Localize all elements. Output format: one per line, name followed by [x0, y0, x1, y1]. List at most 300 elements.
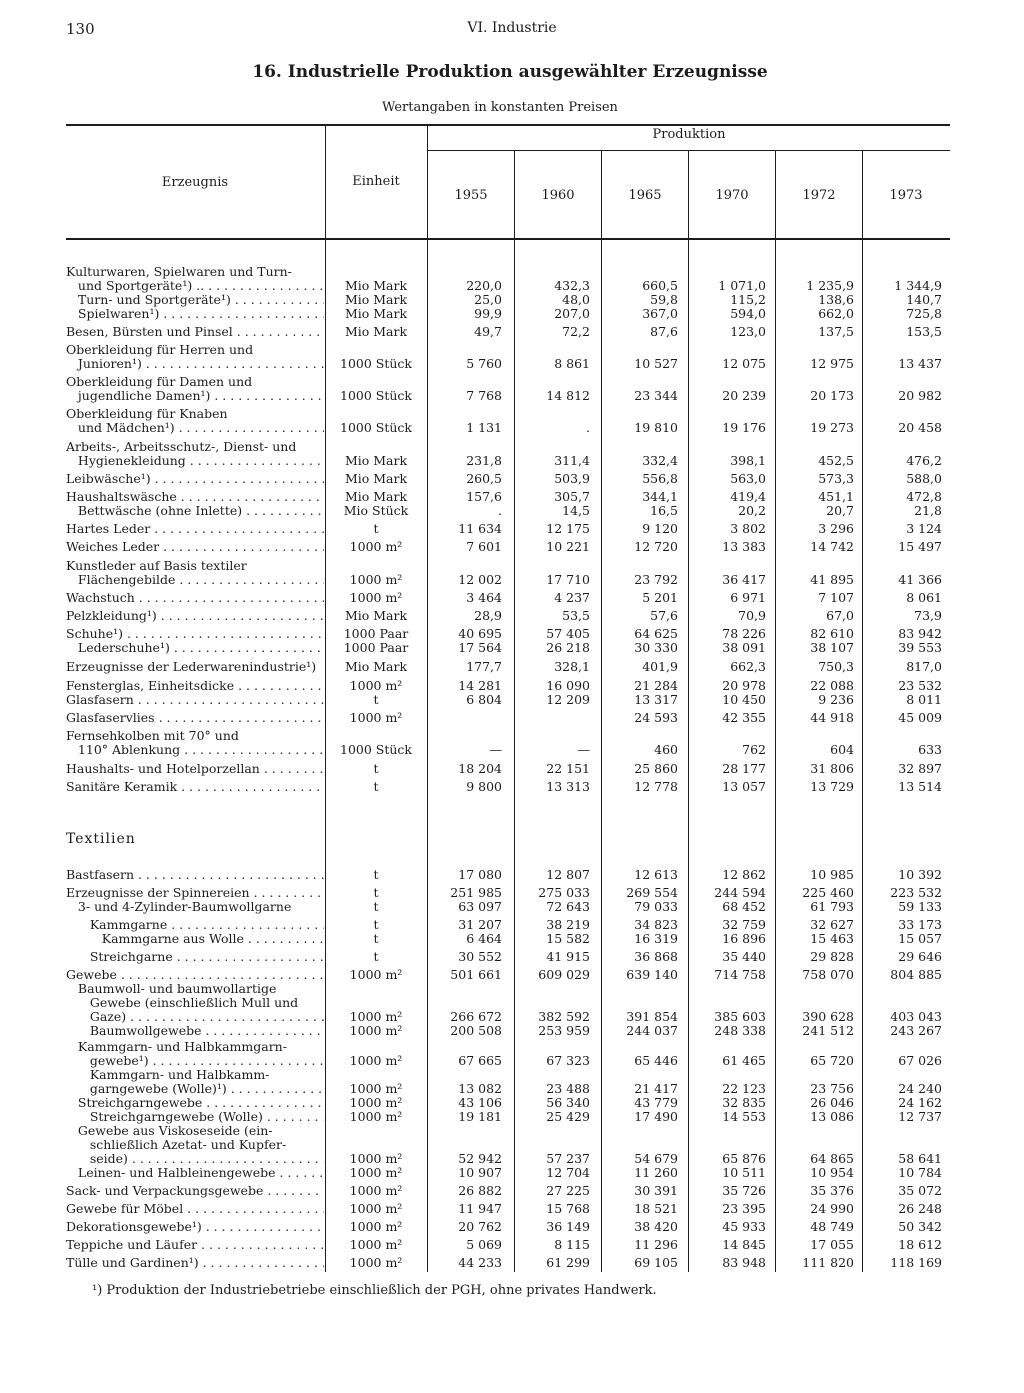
row-label: Hygienekleidung . . . [66, 453, 324, 469]
row-label: Dekorationsgewebe¹) . . . [66, 1219, 324, 1235]
value-cell-1965: 69 105 [634, 1255, 678, 1270]
value-cell-1972: 15 463 [810, 931, 854, 946]
table-row [0, 453, 1024, 469]
value-cell-1972: 1 235,9 [806, 278, 854, 293]
value-cell-1965: 344,1 [642, 489, 678, 504]
value-cell-1955: 20 762 [458, 1219, 502, 1234]
table-row [0, 640, 1024, 656]
value-cell-1973: 588,0 [906, 471, 942, 486]
value-cell-1960: 328,1 [554, 659, 590, 674]
value-cell-1972: 17 055 [810, 1237, 854, 1252]
row-label: Spielwaren¹) . . . [66, 306, 324, 322]
value-cell-1972: 41 895 [810, 572, 854, 587]
value-cell-1955: 40 695 [458, 626, 502, 641]
value-cell-1955: 19 181 [458, 1109, 502, 1124]
row-label: Gaze) . . . [66, 1009, 324, 1025]
value-cell-1960: 12 807 [546, 867, 590, 882]
value-cell-1965: 21 284 [634, 678, 678, 693]
row-label: Weiches Leder . . . [66, 539, 324, 555]
value-cell-1960: 61 299 [546, 1255, 590, 1270]
row-unit: 1000 m² [349, 590, 403, 605]
row-unit: 1000 m² [349, 1237, 403, 1252]
value-cell-1973: 10 784 [898, 1165, 942, 1180]
value-cell-1960: 22 151 [546, 761, 590, 776]
row-unit: t [373, 899, 379, 914]
value-cell-1960: 16 090 [546, 678, 590, 693]
row-unit: 1000 Stück [340, 388, 412, 403]
value-cell-1970: 16 896 [722, 931, 766, 946]
value-cell-1973: 804 885 [890, 967, 942, 982]
value-cell-1973: 15 497 [898, 539, 942, 554]
row-unit: 1000 m² [349, 710, 403, 725]
value-cell-1970: 13 383 [722, 539, 766, 554]
value-cell-1960: 12 209 [546, 692, 590, 707]
value-cell-1973: 73,9 [914, 608, 942, 623]
value-cell-1972: 12 975 [810, 356, 854, 371]
value-cell-1973: 24 162 [898, 1095, 942, 1110]
row-label: Baumwoll- und baumwollartige [66, 981, 277, 996]
year-header: 1972 [802, 188, 836, 203]
value-cell-1955: 220,0 [466, 278, 502, 293]
section-heading-textiles: Textilien [66, 831, 136, 847]
value-cell-1972: 451,1 [818, 489, 854, 504]
value-cell-1970: 123,0 [730, 324, 766, 339]
row-label: Gewebe für Möbel . . . [66, 1201, 324, 1217]
value-cell-1965: 23 344 [634, 388, 678, 403]
value-cell-1973: 476,2 [906, 453, 942, 468]
value-cell-1972: 10 985 [810, 867, 854, 882]
row-unit: 1000 Stück [340, 742, 412, 757]
value-cell-1972: 24 990 [810, 1201, 854, 1216]
value-cell-1955: 63 097 [458, 899, 502, 914]
row-label: Lederschuhe¹) . . . [66, 640, 324, 656]
value-cell-1970: 45 933 [722, 1219, 766, 1234]
row-unit: 1000 m² [349, 1009, 403, 1024]
row-label: Kammgarn- und Halbkamm- [66, 1067, 270, 1082]
value-cell-1970: 61 465 [722, 1053, 766, 1068]
row-unit: Mio Mark [344, 471, 408, 486]
value-cell-1970: 42 355 [722, 710, 766, 725]
value-cell-1972: 20 173 [810, 388, 854, 403]
table-row [0, 659, 1024, 675]
value-cell-1973: 817,0 [906, 659, 942, 674]
value-cell-1965: 332,4 [642, 453, 678, 468]
value-cell-1965: 367,0 [642, 306, 678, 321]
table-row [0, 710, 1024, 726]
row-unit: t [373, 885, 379, 900]
value-cell-1973: 67 026 [898, 1053, 942, 1068]
row-label: Gewebe . . . [66, 967, 324, 983]
table-row [0, 1255, 1024, 1271]
value-cell-1973: 472,8 [906, 489, 942, 504]
value-cell-1973: 10 392 [898, 867, 942, 882]
row-label: Haushaltswäsche . . . [66, 489, 324, 505]
table-row [0, 503, 1024, 519]
value-cell-1973: 223 532 [890, 885, 942, 900]
value-cell-1972: 44 918 [810, 710, 854, 725]
value-cell-1970: 385 603 [714, 1009, 766, 1024]
value-cell-1972: 137,5 [818, 324, 854, 339]
value-cell-1970: 10 450 [722, 692, 766, 707]
value-cell-1960: 57 237 [546, 1151, 590, 1166]
row-unit: 1000 m² [349, 1183, 403, 1198]
value-cell-1955: 52 942 [458, 1151, 502, 1166]
value-cell-1965: 25 860 [634, 761, 678, 776]
row-unit: 1000 m² [349, 1151, 403, 1166]
value-cell-1965: 16 319 [634, 931, 678, 946]
value-cell-1972: 67,0 [826, 608, 854, 623]
value-cell-1955: 501 661 [450, 967, 502, 982]
row-label: Flächengebilde . . . [66, 572, 324, 588]
value-cell-1970: 12 862 [722, 867, 766, 882]
row-unit: 1000 m² [349, 967, 403, 982]
header-production: Produktion [652, 127, 726, 142]
value-cell-1973: 20 982 [898, 388, 942, 403]
value-cell-1960: 72 643 [546, 899, 590, 914]
value-cell-1973: 13 514 [898, 779, 942, 794]
value-cell-1972: 26 046 [810, 1095, 854, 1110]
row-label: Leibwäsche¹) . . . [66, 471, 324, 487]
value-cell-1955: 157,6 [466, 489, 502, 504]
value-cell-1972: 19 273 [810, 420, 854, 435]
value-cell-1970: 70,9 [738, 608, 766, 623]
page-number: 130 [66, 20, 95, 38]
value-cell-1965: 43 779 [634, 1095, 678, 1110]
value-cell-1973: 8 061 [906, 590, 942, 605]
value-cell-1970: 398,1 [730, 453, 766, 468]
value-cell-1972: 573,3 [818, 471, 854, 486]
row-unit: 1000 m² [349, 1095, 403, 1110]
value-cell-1960: 4 237 [554, 590, 590, 605]
value-cell-1955: 28,9 [474, 608, 502, 623]
value-cell-1973: 18 612 [898, 1237, 942, 1252]
value-cell-1972: 29 828 [810, 949, 854, 964]
row-label: Turn- und Sportgeräte¹) . . . [66, 292, 324, 308]
value-cell-1970: 1 071,0 [718, 278, 766, 293]
row-label: 3- und 4-Zylinder-Baumwollgarne [66, 899, 292, 914]
value-cell-1955: 13 082 [458, 1081, 502, 1096]
row-unit: 1000 m² [349, 1053, 403, 1068]
row-label: Sanitäre Keramik . . . [66, 779, 324, 795]
row-label: Streichgarne . . . [66, 949, 324, 965]
value-cell-1960: 275 033 [538, 885, 590, 900]
table-row [0, 1165, 1024, 1181]
row-label: Tülle und Gardinen¹) . . . [66, 1255, 324, 1271]
value-cell-1965: 24 593 [634, 710, 678, 725]
value-cell-1955: . [498, 503, 502, 518]
value-cell-1955: — [489, 742, 502, 757]
year-header: 1973 [889, 188, 923, 203]
value-cell-1965: 54 679 [634, 1151, 678, 1166]
value-cell-1955: 3 464 [466, 590, 502, 605]
value-cell-1970: 23 395 [722, 1201, 766, 1216]
value-cell-1970: 419,4 [730, 489, 766, 504]
value-cell-1970: 35 440 [722, 949, 766, 964]
value-cell-1965: 16,5 [650, 503, 678, 518]
value-cell-1972: 13 086 [810, 1109, 854, 1124]
value-cell-1970: 22 123 [722, 1081, 766, 1096]
value-cell-1972: 13 729 [810, 779, 854, 794]
value-cell-1965: 23 792 [634, 572, 678, 587]
value-cell-1972: 9 236 [818, 692, 854, 707]
value-cell-1965: 11 260 [634, 1165, 678, 1180]
row-label: Baumwollgewebe . . . [66, 1023, 324, 1039]
value-cell-1973: 45 009 [898, 710, 942, 725]
value-cell-1965: 59,8 [650, 292, 678, 307]
value-cell-1973: 3 124 [906, 521, 942, 536]
value-cell-1965: 9 120 [642, 521, 678, 536]
table-row [0, 388, 1024, 404]
value-cell-1972: 758 070 [802, 967, 854, 982]
row-label: Erzeugnisse der Spinnereien . . . [66, 885, 324, 901]
value-cell-1955: 231,8 [466, 453, 502, 468]
row-unit: 1000 Paar [343, 626, 409, 641]
value-cell-1973: 8 011 [906, 692, 942, 707]
table-row [0, 590, 1024, 606]
row-unit: t [373, 521, 379, 536]
value-cell-1970: 594,0 [730, 306, 766, 321]
row-unit: Mio Mark [344, 324, 408, 339]
value-cell-1955: 12 002 [458, 572, 502, 587]
value-cell-1970: 32 835 [722, 1095, 766, 1110]
value-cell-1972: 111 820 [802, 1255, 854, 1270]
table-row [0, 1237, 1024, 1253]
running-head: VI. Industrie [467, 20, 557, 36]
row-label: Kulturwaren, Spielwaren und Turn- [66, 264, 292, 279]
value-cell-1972: 604 [830, 742, 854, 757]
value-cell-1970: 38 091 [722, 640, 766, 655]
row-unit: Mio Mark [344, 306, 408, 321]
value-cell-1955: 1 131 [466, 420, 502, 435]
row-label: 110° Ablenkung . . . [66, 742, 324, 758]
header-unit: Einheit [352, 174, 400, 189]
value-cell-1955: 44 233 [458, 1255, 502, 1270]
value-cell-1973: 35 072 [898, 1183, 942, 1198]
value-cell-1965: 12 720 [634, 539, 678, 554]
value-cell-1970: 65 876 [722, 1151, 766, 1166]
row-unit: Mio Mark [344, 608, 408, 623]
row-label: Wachstuch . . . [66, 590, 324, 606]
value-cell-1973: 26 248 [898, 1201, 942, 1216]
value-cell-1970: 244 594 [714, 885, 766, 900]
value-cell-1960: 253 959 [538, 1023, 590, 1038]
value-cell-1972: 82 610 [810, 626, 854, 641]
row-unit: 1000 m² [349, 1081, 403, 1096]
value-cell-1955: 99,9 [474, 306, 502, 321]
row-label: Fernsehkolben mit 70° und [66, 728, 239, 743]
value-cell-1972: 390 628 [802, 1009, 854, 1024]
year-header: 1960 [541, 188, 575, 203]
value-cell-1972: 38 107 [810, 640, 854, 655]
header-bottom-rule [66, 238, 950, 240]
value-cell-1973: 59 133 [898, 899, 942, 914]
value-cell-1972: 31 806 [810, 761, 854, 776]
value-cell-1970: 662,3 [730, 659, 766, 674]
value-cell-1972: 65 720 [810, 1053, 854, 1068]
value-cell-1960: 14,5 [562, 503, 590, 518]
table-row [0, 949, 1024, 965]
year-header: 1970 [715, 188, 749, 203]
value-cell-1965: 19 810 [634, 420, 678, 435]
value-cell-1973: 41 366 [898, 572, 942, 587]
value-cell-1960: 13 313 [546, 779, 590, 794]
value-cell-1955: 14 281 [458, 678, 502, 693]
row-label: gewebe¹) . . . [66, 1053, 324, 1069]
row-label: Kammgarn- und Halbkammgarn- [66, 1039, 287, 1054]
value-cell-1960: 8 115 [554, 1237, 590, 1252]
value-cell-1972: 35 376 [810, 1183, 854, 1198]
value-cell-1970: 3 802 [730, 521, 766, 536]
row-unit: 1000 Stück [340, 420, 412, 435]
value-cell-1960: 36 149 [546, 1219, 590, 1234]
value-cell-1955: 6 804 [466, 692, 502, 707]
row-unit: t [373, 692, 379, 707]
value-cell-1965: 13 317 [634, 692, 678, 707]
row-label: Glasfasern . . . [66, 692, 324, 708]
row-label: Bastfasern . . . [66, 867, 324, 883]
value-cell-1955: 10 907 [458, 1165, 502, 1180]
row-unit: 1000 m² [349, 1255, 403, 1270]
row-label: Schuhe¹) . . . [66, 626, 324, 642]
row-unit: 1000 m² [349, 1219, 403, 1234]
table-row [0, 692, 1024, 708]
value-cell-1960: 25 429 [546, 1109, 590, 1124]
row-label: Leinen- und Halbleinengewebe . . . [66, 1165, 324, 1181]
value-cell-1955: 7 768 [466, 388, 502, 403]
value-cell-1960: 382 592 [538, 1009, 590, 1024]
row-unit: t [373, 949, 379, 964]
value-cell-1965: 64 625 [634, 626, 678, 641]
value-cell-1955: 31 207 [458, 917, 502, 932]
value-cell-1972: 138,6 [818, 292, 854, 307]
footnote: ¹) Produktion der Industriebetriebe einschließlich der PGH, ohne privates Handwerk. [92, 1283, 657, 1298]
value-cell-1965: 36 868 [634, 949, 678, 964]
row-unit: 1000 m² [349, 1109, 403, 1124]
value-cell-1960: 17 710 [546, 572, 590, 587]
row-label: garngewebe (Wolle)¹) . . . [66, 1081, 324, 1097]
header-product: Erzeugnis [161, 175, 229, 190]
value-cell-1960: 14 812 [546, 388, 590, 403]
row-label: und Sportgeräte¹) .. . . . [66, 278, 324, 294]
value-cell-1970: 248 338 [714, 1023, 766, 1038]
value-cell-1972: 452,5 [818, 453, 854, 468]
value-cell-1965: 30 330 [634, 640, 678, 655]
value-cell-1965: 30 391 [634, 1183, 678, 1198]
value-cell-1973: 39 553 [898, 640, 942, 655]
value-cell-1973: 23 532 [898, 678, 942, 693]
row-unit: Mio Mark [344, 278, 408, 293]
value-cell-1970: 563,0 [730, 471, 766, 486]
value-cell-1973: 140,7 [906, 292, 942, 307]
value-cell-1960: 15 582 [546, 931, 590, 946]
row-label: Teppiche und Läufer . . . [66, 1237, 324, 1253]
value-cell-1973: 118 169 [890, 1255, 942, 1270]
value-cell-1955: 9 800 [466, 779, 502, 794]
value-cell-1973: 24 240 [898, 1081, 942, 1096]
value-cell-1965: 21 417 [634, 1081, 678, 1096]
value-cell-1970: 6 971 [730, 590, 766, 605]
value-cell-1955: 266 672 [450, 1009, 502, 1024]
value-cell-1970: 19 176 [722, 420, 766, 435]
value-cell-1965: 79 033 [634, 899, 678, 914]
row-label: Fensterglas, Einheitsdicke . . . [66, 678, 324, 694]
value-cell-1970: 13 057 [722, 779, 766, 794]
value-cell-1955: 49,7 [474, 324, 502, 339]
value-cell-1970: 714 758 [714, 967, 766, 982]
value-cell-1970: 83 948 [722, 1255, 766, 1270]
value-cell-1972: 241 512 [802, 1023, 854, 1038]
value-cell-1970: 20 239 [722, 388, 766, 403]
value-cell-1960: 27 225 [546, 1183, 590, 1198]
row-unit: t [373, 931, 379, 946]
value-cell-1970: 14 553 [722, 1109, 766, 1124]
value-cell-1960: 305,7 [554, 489, 590, 504]
value-cell-1970: 36 417 [722, 572, 766, 587]
value-cell-1965: 11 296 [634, 1237, 678, 1252]
value-cell-1960: 10 221 [546, 539, 590, 554]
value-cell-1965: 5 201 [642, 590, 678, 605]
value-cell-1960: 12 175 [546, 521, 590, 536]
value-cell-1972: 225 460 [802, 885, 854, 900]
value-cell-1973: 58 641 [898, 1151, 942, 1166]
value-cell-1960: 23 488 [546, 1081, 590, 1096]
row-label: Erzeugnisse der Lederwarenindustrie¹) [66, 659, 317, 674]
value-cell-1955: 17 564 [458, 640, 502, 655]
value-cell-1970: 28 177 [722, 761, 766, 776]
value-cell-1973: 83 942 [898, 626, 942, 641]
value-cell-1955: 30 552 [458, 949, 502, 964]
value-cell-1955: 18 204 [458, 761, 502, 776]
value-cell-1973: 33 173 [898, 917, 942, 932]
value-cell-1955: 5 760 [466, 356, 502, 371]
row-label: Glasfaservlies . . . [66, 710, 324, 726]
row-unit: t [373, 761, 379, 776]
table-row [0, 572, 1024, 588]
year-header: 1965 [628, 188, 662, 203]
row-label: Pelzkleidung¹) . . . [66, 608, 324, 624]
row-label: Kunstleder auf Basis textiler [66, 558, 247, 573]
value-cell-1970: 762 [742, 742, 766, 757]
row-unit: 1000 m² [349, 1023, 403, 1038]
row-label: Kammgarne aus Wolle . . . [66, 931, 324, 947]
year-header: 1955 [454, 188, 488, 203]
value-cell-1955: 200 508 [450, 1023, 502, 1038]
value-cell-1965: 269 554 [626, 885, 678, 900]
row-unit: Mio Mark [344, 292, 408, 307]
value-cell-1972: 22 088 [810, 678, 854, 693]
value-cell-1965: 57,6 [650, 608, 678, 623]
value-cell-1965: 10 527 [634, 356, 678, 371]
value-cell-1960: 207,0 [554, 306, 590, 321]
value-cell-1965: 87,6 [650, 324, 678, 339]
value-cell-1973: 20 458 [898, 420, 942, 435]
value-cell-1955: 177,7 [466, 659, 502, 674]
value-cell-1960: 72,2 [562, 324, 590, 339]
value-cell-1960: 15 768 [546, 1201, 590, 1216]
value-cell-1960: 503,9 [554, 471, 590, 486]
row-label: Streichgarngewebe (Wolle) . . . [66, 1109, 324, 1125]
value-cell-1965: 639 140 [626, 967, 678, 982]
value-cell-1970: 35 726 [722, 1183, 766, 1198]
row-label: Streichgarngewebe . . . [66, 1095, 324, 1111]
value-cell-1973: 50 342 [898, 1219, 942, 1234]
row-unit: 1000 m² [349, 1201, 403, 1216]
value-cell-1972: 662,0 [818, 306, 854, 321]
table-row [0, 1201, 1024, 1217]
row-unit: 1000 m² [349, 678, 403, 693]
value-cell-1960: 609 029 [538, 967, 590, 982]
value-cell-1973: 633 [918, 742, 942, 757]
